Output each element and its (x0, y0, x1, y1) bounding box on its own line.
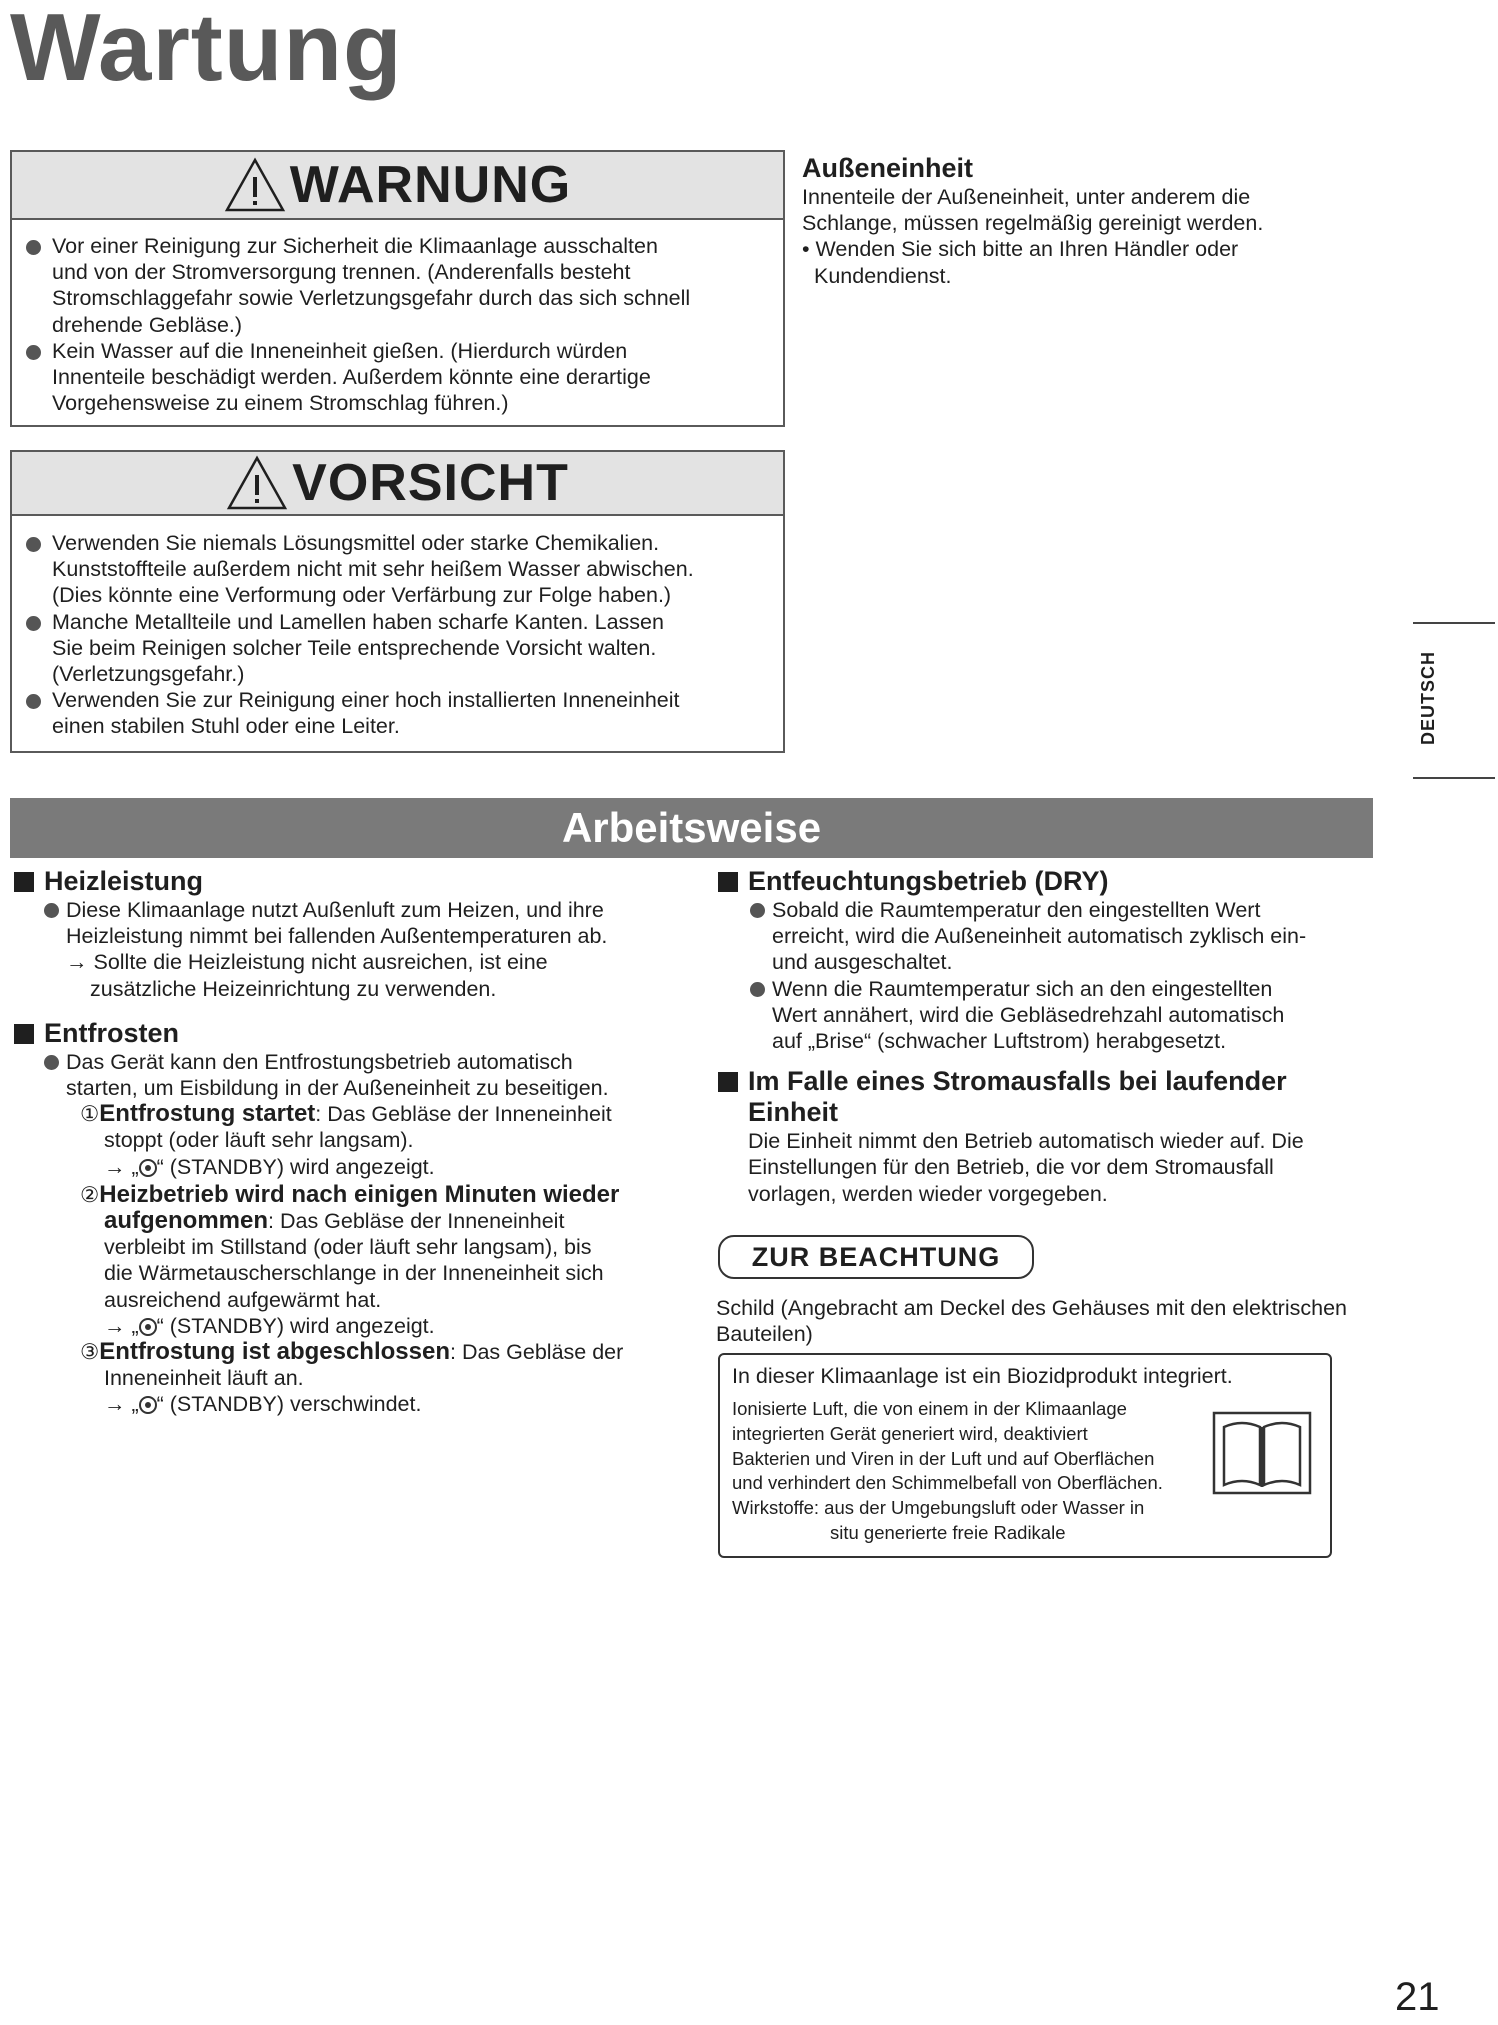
notice-title: In dieser Klimaanlage ist ein Biozidprodukt integriert. (732, 1364, 1233, 1388)
power-failure-heading: Im Falle eines Stromausfalls bei laufender Einheit (718, 1066, 1378, 1128)
outdoor-unit-section: Außeneinheit Innenteile der Außeneinheit, unter anderem die Schlange, müssen regelmäßig gereinigt werden. • Wenden Sie sich bitte an Ihren Händler oder Kundendienst. (802, 152, 1362, 289)
fan-icon (139, 1396, 157, 1414)
bullet-icon (26, 616, 41, 631)
notice-body: Ionisierte Luft, die von einem in der Klimaanlage integrierten Gerät generiert wird, deaktiviert Bakterien und Viren in der Luft und auf Oberflächen und verhindert den Schimmelbefall von Oberflächen. Wirkstoffe: aus der Umgebungsluft oder Wasser in situ generierte freie Radikale (732, 1398, 1163, 1543)
bullet-icon (44, 903, 59, 918)
defrost-step-2: ②Heizbetrieb wird nach einigen Minuten wieder aufgenommen: Das Gebläse der Inneneinheit verbleibt im Stillstand (oder läuft sehr langsam), bis die Wärmetauscherschlange in der Inneneinheit sich ausreichend aufgewärmt hat. → „ “ (STANDBY) wird angezeigt. (80, 1180, 620, 1338)
page-title: Wartung (10, 0, 403, 101)
caution-item: Verwenden Sie zur Reinigung einer hoch installierten Inneneinheit einen stabilen Stuhl oder eine Leiter. (12, 687, 783, 739)
caution-header (12, 452, 783, 516)
bullet-icon (26, 345, 41, 360)
caution-heading: VORSICHT (292, 454, 569, 512)
square-bullet-icon (718, 1072, 738, 1092)
section-banner: Arbeitsweise (10, 798, 1373, 858)
manual-book-icon (1210, 1409, 1314, 1497)
heating-heading: Heizleistung (14, 866, 674, 897)
warning-box (10, 150, 785, 427)
power-failure-text: Die Einheit nimmt den Betrieb automatisch wieder auf. Die Einstellungen für den Betrieb, die vor dem Stromausfall vorlagen, werden wieder vorgegeben. (748, 1129, 1304, 1206)
bullet-icon (26, 694, 41, 709)
warning-triangle-icon (226, 455, 288, 511)
dry-item: Sobald die Raumtemperatur den eingestellten Wert erreicht, wird die Außeneinheit automatisch zyklisch ein- und ausgeschaltet. (718, 897, 1378, 976)
side-divider (1413, 777, 1495, 779)
right-column (718, 866, 1378, 1207)
bullet-icon (750, 982, 765, 997)
caution-item: Verwenden Sie niemals Lösungsmittel oder starke Chemikalien. Kunststoffteile außerdem nicht mit sehr heißem Wasser abwischen. (Dies könnte eine Verformung oder Verfärbung zur Folge haben.) (12, 530, 783, 609)
defrost-step-1: ①Entfrostung startet: Das Gebläse der Inneneinheit stoppt (oder läuft sehr langsam). → „ “ (STANDBY) wird angezeigt. (80, 1100, 612, 1179)
defrost-heading: Entfrosten (14, 1018, 674, 1049)
fan-icon (139, 1318, 157, 1336)
square-bullet-icon (718, 872, 738, 892)
bullet-icon (750, 903, 765, 918)
bullet-icon (26, 537, 41, 552)
heating-text: Diese Klimaanlage nutzt Außenluft zum Heizen, und ihre Heizleistung nimmt bei fallenden Außentemperaturen ab. → Sollte die Heizleistung nicht ausreichen, ist eine zusätzliche Heizeinrichtung zu verwenden. (14, 897, 674, 1002)
square-bullet-icon (14, 872, 34, 892)
side-divider (1413, 622, 1495, 624)
language-tab-label: DEUTSCH (1418, 650, 1438, 745)
note-label: ZUR BEACHTUNG (718, 1235, 1034, 1279)
fan-icon (139, 1159, 157, 1177)
caution-list (12, 530, 783, 740)
caution-item: Manche Metallteile und Lamellen haben scharfe Kanten. Lassen Sie beim Reinigen solcher Teile entsprechende Vorsicht walten. (Verletzungsgefahr.) (12, 609, 783, 688)
dry-heading: Entfeuchtungsbetrieb (DRY) (718, 866, 1378, 897)
bullet-icon (26, 240, 41, 255)
outdoor-unit-title: Außeneinheit (802, 153, 974, 183)
bullet-icon (44, 1055, 59, 1070)
warning-heading: WARNUNG (289, 156, 572, 214)
square-bullet-icon (14, 1024, 34, 1044)
dry-item: Wenn die Raumtemperatur sich an den eingestellten Wert annähert, wird die Gebläsedrehzahl automatisch auf „Brise“ (schwacher Luftstrom) herabgesetzt. (718, 976, 1378, 1055)
biocide-notice (718, 1353, 1332, 1558)
defrost-step-3: ③Entfrostung ist abgeschlossen: Das Gebläse der Inneneinheit läuft an. → „ “ (STANDBY) verschwindet. (80, 1338, 624, 1417)
caution-box (10, 450, 785, 753)
warning-item: Kein Wasser auf die Inneneinheit gießen. (Hierdurch würden Innenteile beschädigt werden. Außerdem könnte eine derartige Vorgehensweise zu einem Stromschlag führen.) (12, 338, 783, 417)
warning-list (12, 233, 783, 416)
warning-header (12, 152, 783, 220)
warning-item: Vor einer Reinigung zur Sicherheit die Klimaanlage ausschalten und von der Stromversorgung trennen. (Anderenfalls besteht Stromschlaggefahr sowie Verletzungsgefahr durch das sich schnell drehende Gebläse.) (12, 233, 783, 338)
left-column (14, 866, 674, 1418)
defrost-text: Das Gerät kann den Entfrostungsbetrieb automatisch starten, um Eisbildung in der Außeneinheit zu beseitigen. ①Entfrostung startet: Das Gebläse der Inneneinheit stoppt (oder läuft sehr langsam). → „ “ (STANDBY) wird angezeigt. ②Heizbetrieb wird nach einigen Minuten wieder aufgenommen: Das Gebläse der Inneneinheit verbleibt im Stillstand (oder läuft sehr langsam), bis die Wärmetauscherschlange in der Inneneinheit sich ausreichend aufgewärmt hat. → „ “ (STANDBY) wird angezeigt. ③Entfrostung ist abgeschlossen: Das Gebläse der Inneneinheit läuft an. → „ “ (STANDBY) verschwindet. (14, 1049, 674, 1418)
page-number: 21 (1395, 1975, 1440, 2019)
warning-triangle-icon (224, 157, 286, 213)
sign-caption: Schild (Angebracht am Deckel des Gehäuses mit den elektrischen Bauteilen) (716, 1296, 1347, 1347)
